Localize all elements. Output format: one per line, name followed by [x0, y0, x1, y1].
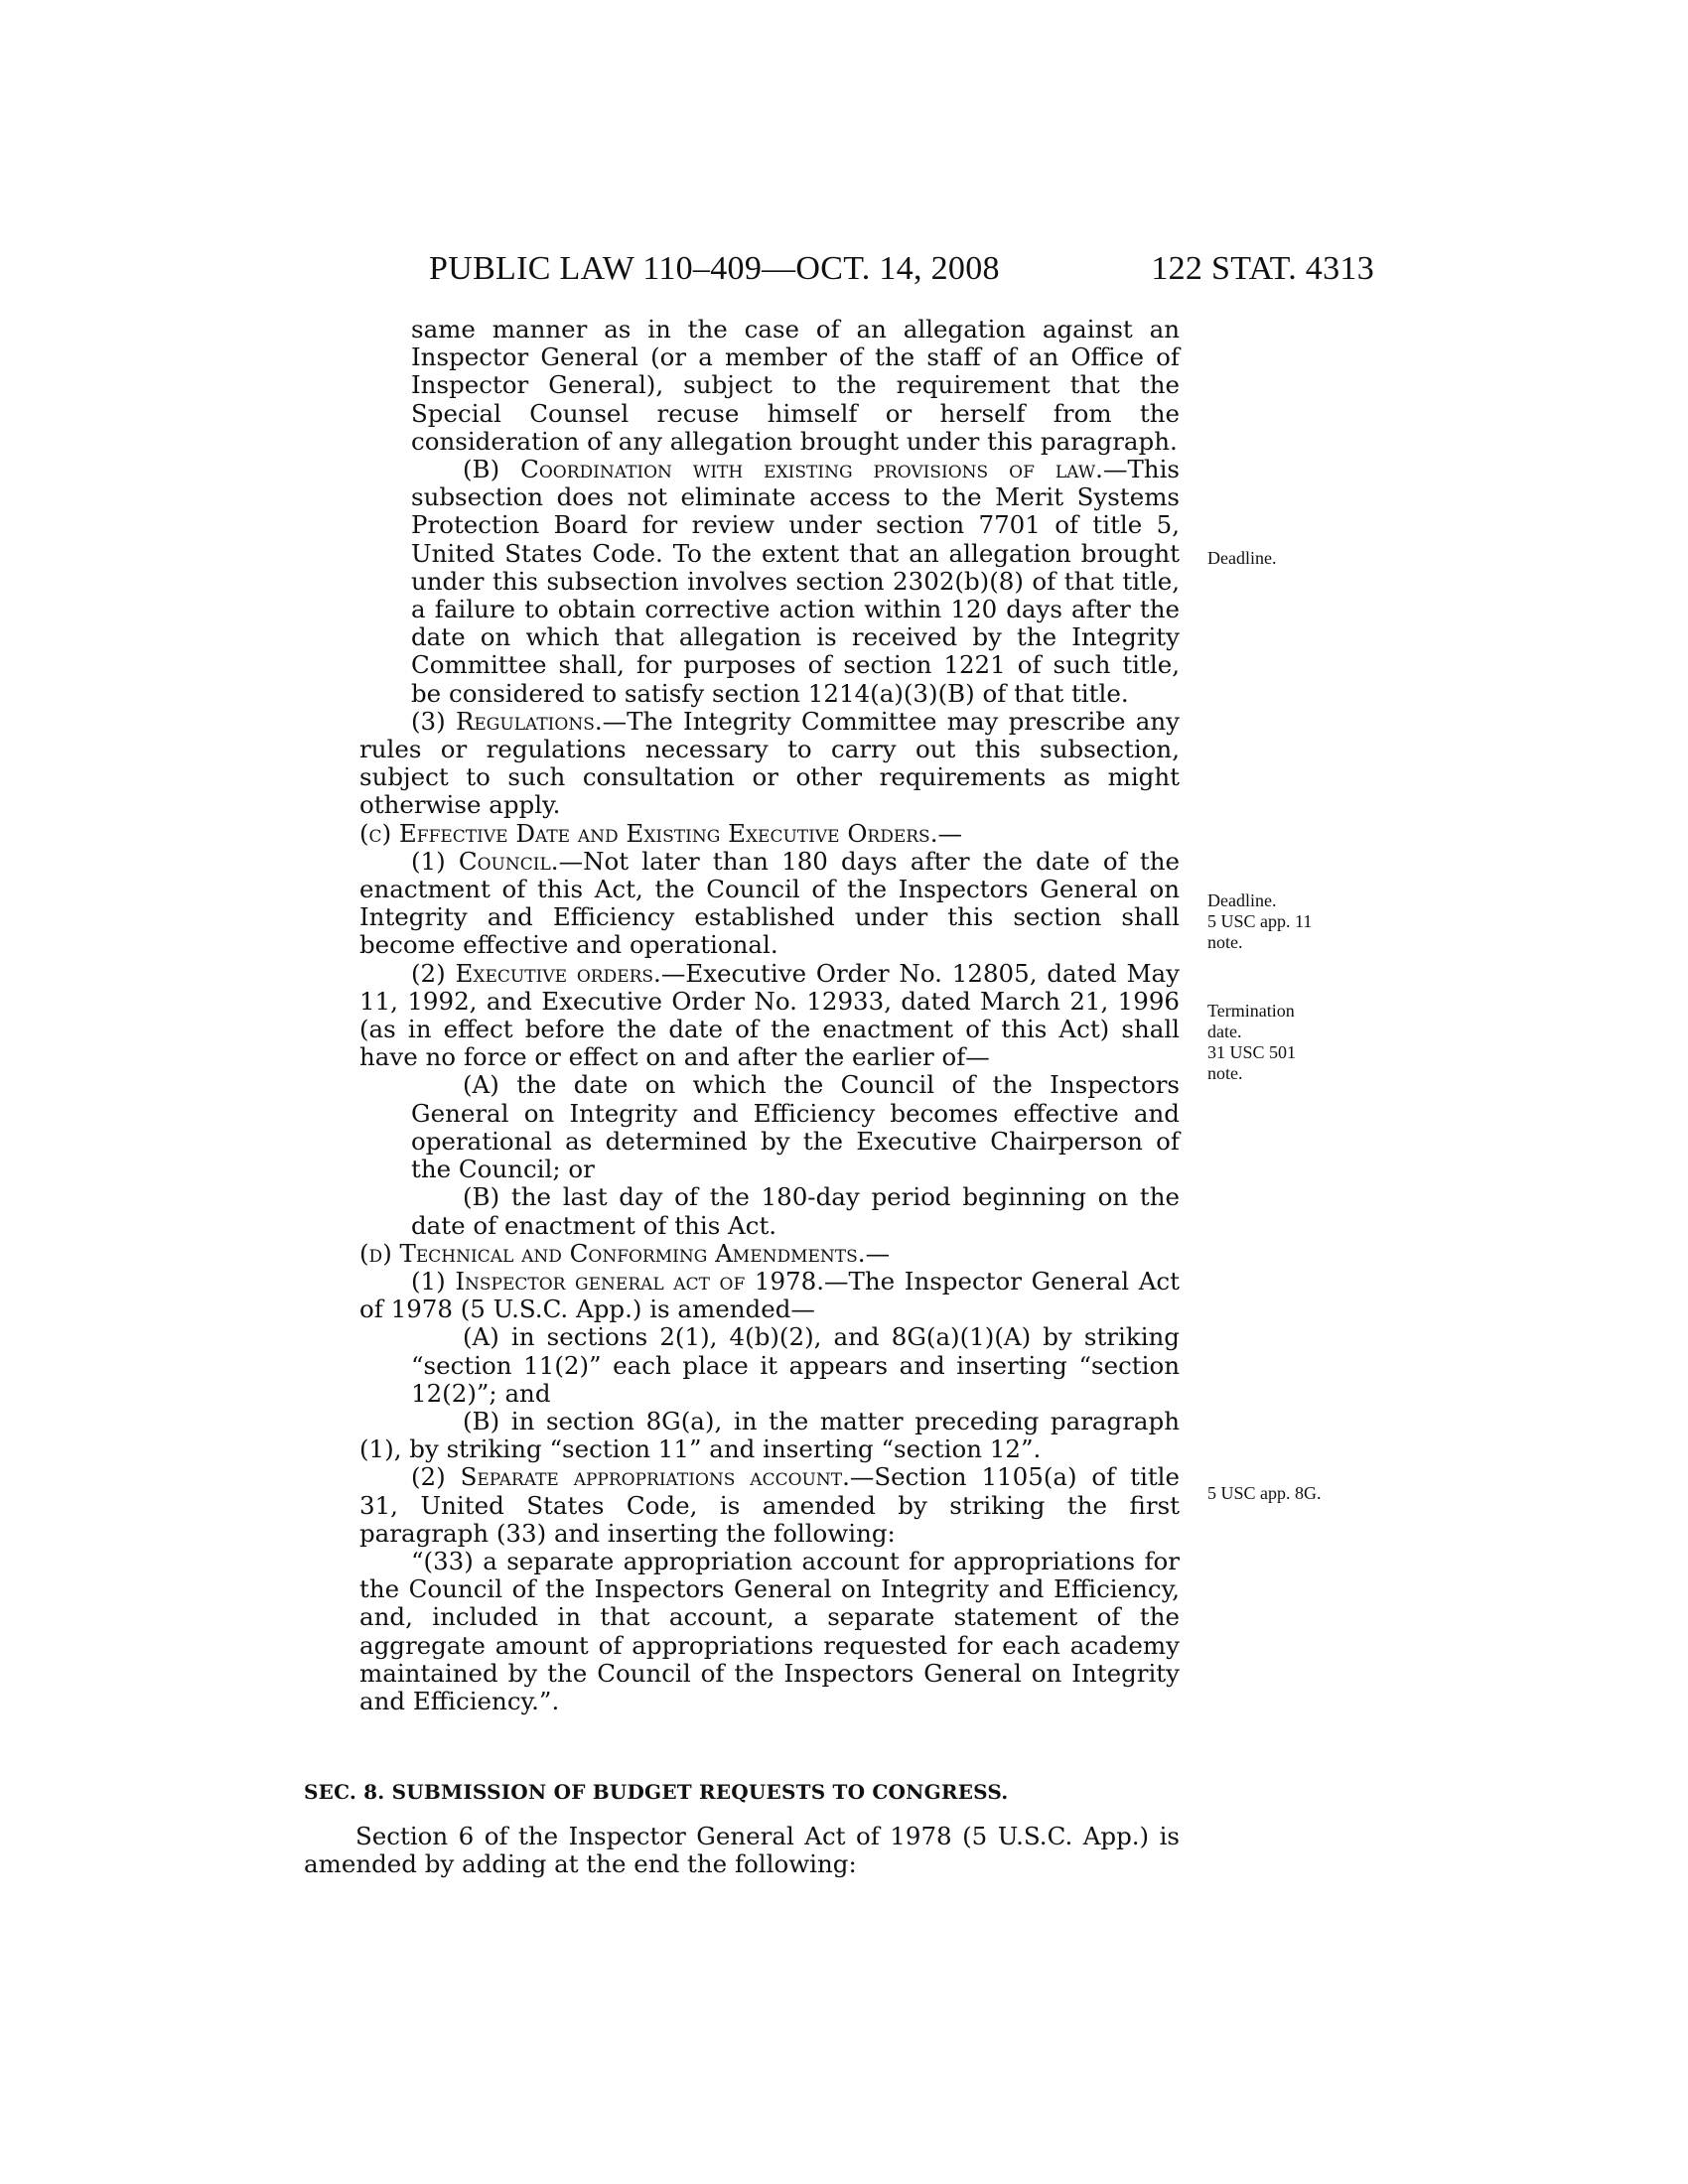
- paragraph-2-executive-orders: [359, 960, 1180, 1072]
- paragraph-text: —This subsection does not eliminate access to the Merit Systems Protection Board for review under section 7701 of title 5, United States Code. To the extent that an allegation brought under this subsection involves section 2302(b)(8) of that title, a failure to obtain corrective action within 120 days after the date on which that allegation is received by the Integrity Committee shall, for purposes of section 1221 of such title, be considered to satisfy section 1214(a)(3)(B) of that title.: [411, 455, 1180, 708]
- amendment-a: (A) in sections 2(1), 4(b)(2), and 8G(a)(1)(A) by striking “section 11(2)” each place it appears and inserting “section 12(2)”; and: [411, 1322, 1180, 1408]
- running-header-left: PUBLIC LAW 110–409—OCT. 14, 2008: [429, 250, 1000, 287]
- margin-note-line: 5 USC app. 11: [1207, 911, 1313, 931]
- margin-note-line: Termination: [1207, 1001, 1295, 1021]
- paragraph-text: —Section 1105(a) of title 31, United States Code, is amended by striking the first paragraph (33) and inserting the following:: [359, 1462, 1180, 1548]
- amendment-b: (B) in section 8G(a), in the matter preceding paragraph (1), by striking “section 11” and inserting “section 12”.: [359, 1406, 1180, 1464]
- margin-note-line: date.: [1207, 1022, 1242, 1041]
- paragraph-heading: (1) Inspector general act of 1978.: [411, 1266, 825, 1296]
- margin-note-line: note.: [1207, 1063, 1243, 1083]
- running-header-right: 122 STAT. 4313: [1151, 250, 1374, 287]
- section-8-paragraph: Section 6 of the Inspector General Act of 1978 (5 U.S.C. App.) is amended by adding at the end the following:: [304, 1822, 1180, 1879]
- paragraph-text: —The Integrity Committee may prescribe any rules or regulations necessary to carry out this subsection, subject to such consultation or other requirements as might otherwise apply.: [359, 706, 1180, 820]
- subparagraph-b: (B) the last day of the 180-day period beginning on the date of enactment of this Act.: [411, 1182, 1180, 1240]
- paragraph-heading: (1) Council.: [411, 846, 559, 876]
- main-text-column: [359, 316, 1180, 1715]
- paragraph-b-coordination: [359, 456, 1180, 708]
- paragraph-3-regulations: [359, 708, 1180, 820]
- paragraph-heading: (3) Regulations.: [411, 706, 603, 736]
- paragraph-1-ig-act: [359, 1268, 1180, 1323]
- subsection-c-heading: (c) Effective Date and Existing Executive Orders.—: [359, 818, 962, 848]
- margin-note-line: 31 USC 501: [1207, 1042, 1297, 1062]
- margin-note-line: note.: [1207, 932, 1243, 952]
- section-8-heading: SEC. 8. SUBMISSION OF BUDGET REQUESTS TO CONGRESS.: [304, 1780, 1009, 1804]
- margin-note-deadline-5usc: [1207, 890, 1312, 953]
- section-8-text-column: [304, 1823, 1180, 1878]
- subparagraph-a: (A) the date on which the Council of the Inspectors General on Integrity and Efficiency becomes effective and operational as determined by the Executive Chairperson of the Council; or: [411, 1070, 1180, 1184]
- paragraph-text: —The Inspector General Act of 1978 (5 U.S.C. App.) is amended—: [359, 1266, 1180, 1324]
- paragraph-2-appropriations: [359, 1463, 1180, 1548]
- paragraph-heading: (B) Coordination with existing provisions of law.: [463, 455, 1103, 484]
- paragraph-text: —Executive Order No. 12805, dated May 11, 1992, and Executive Order No. 12933, dated March 21, 1996 (as in effect before the date of the enactment of this Act) shall have no force or effect on and after the earlier of—: [359, 958, 1180, 1072]
- paragraph-text: —Not later than 180 days after the date of the enactment of this Act, the Council of the Inspectors General on Integrity and Efficiency established under this section shall become effective and operational.: [359, 846, 1180, 960]
- paragraph-1-council: [359, 848, 1180, 960]
- paragraph-continuation: same manner as in the case of an allegation against an Inspector General (or a member of the staff of an Office of Inspector General), subject to the requirement that the Special Counsel recuse himself or herself from the consideration of any allegation brought under this paragraph.: [411, 315, 1180, 456]
- margin-note-deadline: Deadline.: [1207, 548, 1277, 568]
- paragraph-heading: (2) Separate appropriations account.: [411, 1462, 850, 1492]
- margin-note-line: Deadline.: [1207, 890, 1277, 910]
- subsection-d-heading: (d) Technical and Conforming Amendments.—: [359, 1238, 891, 1268]
- margin-note-5usc-8g: 5 USC app. 8G.: [1207, 1483, 1322, 1503]
- quoted-paragraph-33: “(33) a separate appropriation account for appropriations for the Council of the Inspectors General on Integrity and Efficiency, and, included in that account, a separate statement of the aggregate amount of appropriations requested for each academy maintained by the Council of the Inspectors General on Integrity and Efficiency.”.: [359, 1546, 1180, 1715]
- margin-note-termination: [1207, 1001, 1296, 1084]
- paragraph-heading: (2) Executive orders.: [411, 958, 661, 988]
